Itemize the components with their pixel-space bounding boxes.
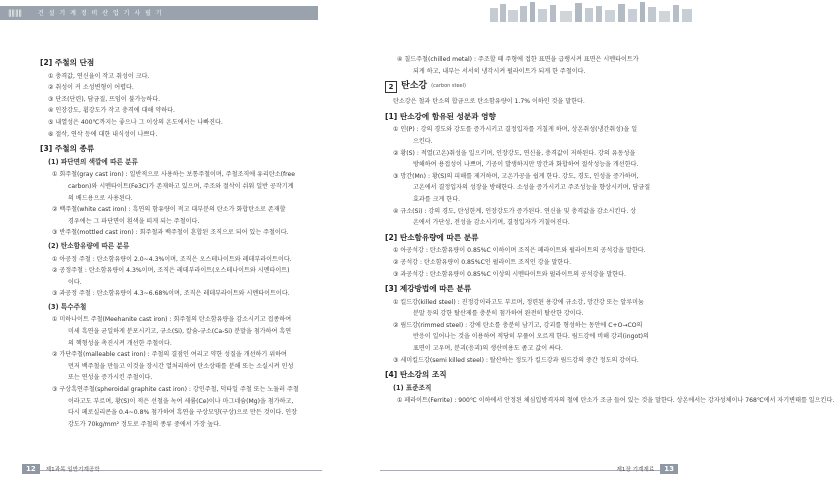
text-line: ③ 구상흑연주철(spheroidal graphite cast iron) : 강인주철, 덕타일 주철 또는 노듈러 주철 [52, 386, 299, 394]
text-line: [3] 제강방법에 따른 분류 [385, 284, 472, 294]
text-line: ① 충격값, 연신율이 작고 취성이 크다. [48, 72, 150, 80]
text-line: 온에서 가단성, 전성을 감소시키며, 결정입자가 거칠어진다. [413, 219, 570, 227]
text-line: ③ 단조(단련), 담금질, 뜨임이 불가능하다. [48, 95, 161, 103]
text-line: (1) 파단면의 색깔에 따른 분류 [48, 157, 138, 166]
text-line: [3] 주철의 종류 [40, 144, 95, 154]
text-line: 고온에서 결정입자의 성장을 방해한다. 소성을 증가시키고 주조성능을 향상시키며, 담금질 [413, 184, 651, 192]
text-line: ② 림드강(rimmed steel) : 강에 탄소를 충분히 남기고, 강괴를 형성하는 동안에 C+O→CO의 [393, 321, 643, 329]
text-line: 의 핵형성을 촉진시켜 개선한 주철이다. [68, 339, 172, 347]
text-line: ① 킬드강(killed steel) : 진정강이라고도 부르며, 정련된 용강에 규소강, 망간강 또는 알루미늄 [393, 298, 644, 306]
text-line: ⑤ 내열성은 400℃까지는 좋으나 그 이상의 온도에서는 나빠진다. [48, 118, 223, 126]
text-line: ② 가단주철(malleable cast iron) : 주철의 결점인 여리고 약한 성질을 개선하기 위하여 [52, 351, 287, 359]
text-line: ③ 과공정 주철 : 탄소함유량이 4.3~6.68%이며, 조직은 레데부라이트와 시멘타이트이다. [52, 290, 290, 298]
text-line: [2] 탄소함유량에 따른 분류 [385, 232, 479, 242]
text-line: 경우에는 그 파단면이 흰색을 띠게 되는 주철이다. [68, 217, 200, 225]
text-line: ④ 칠드주철(chilled metal) : 주조할 때 주형에 접한 표면을 급랭시켜 표면은 시멘타이트가 [397, 56, 639, 63]
text-line: ② 백주철(white cast iron) : 흑연의 함유량이 적고 대부분의 탄소가 화합탄소로 존재할 [52, 206, 286, 214]
section-title-english: (carbon steel) [431, 83, 466, 90]
text-line: 강도가 70kg/mm² 정도로 주철의 종류 중에서 가장 높다. [68, 420, 221, 428]
text-line: 미세 흑연을 균일하게 분포시키고, 규소(Si), 칼슘-규소(Ca-Si) 분말을 첨가하여 흑연 [68, 328, 292, 336]
text-line: ③ 반주철(mottled cast iron) : 회주철과 백주철이 혼합된 조직으로 되어 있는 주철이다. [52, 229, 289, 237]
text-line: 의 베드용으로 사용된다. [68, 194, 133, 202]
text-line: ⑥ 절삭, 연삭 등에 대한 내식성이 나쁘다. [48, 130, 158, 138]
text-line: 다시 페로실리콘을 0.4~0.8% 첨가하여 흑연을 구상모양(구상)으로 만든 것이다. 인장 [68, 409, 298, 417]
text-line: ④ 규소(Si) : 강의 경도, 탄성한계, 인장강도가 증가된다. 연신율 및 충격값을 감소시킨다. 상 [393, 207, 637, 215]
text-line: ③ 망간(Mn) : 황(S)의 피해를 제거하며, 고온가공을 쉽게 한다. 강도, 경도, 인성을 증가하며, [393, 172, 639, 180]
text-line: ① 회주철(gray cast iron) : 일반적으로 사용하는 보통주철이며, 주철조직에 유리탄소(free [52, 171, 295, 179]
text-line: 탄소강은 철과 탄소의 합금으로 탄소함유량이 1.7% 이하인 것을 말한다. [393, 98, 585, 106]
footer-left-chapter: 제1과목 일반기계공학 [45, 467, 100, 473]
city-skyline-illustration [480, 0, 700, 22]
text-line: [2] 주철의 단점 [40, 58, 95, 67]
text-line: 되게 하고, 내부는 서서히 냉각시켜 펄라이트가 되게 한 주철이다. [413, 67, 586, 75]
footer-right [380, 462, 678, 476]
text-line: ① 아공정 주철 : 탄소함유량이 2.0~4.3%이며, 조직은 오스테나이트와 레데부라이트이다. [52, 255, 292, 263]
text-line: ① 페라이트(Ferrite) : 900℃ 이하에서 안정된 체심입방격자의 철에 탄소가 조금 들어 있는 것을 말한다. 상온에서는 강자성체이나 768℃에서 자기변태를 일으킨다. [397, 397, 834, 405]
text-line: 으킨다. [413, 137, 433, 145]
left-column [40, 54, 340, 430]
header-title: 건 설 기 계 정 비 산 업 기 사 필 기 [38, 10, 164, 17]
text-line: ② 황(S) : 적열(고온)취성을 일으키며, 인장강도, 연신율, 충격값이 저하된다. 강의 유동성을 [393, 149, 636, 157]
text-line: ③ 세미킬드강(semi killed steel) : 탈산하는 정도가 킬드강과 림드강의 중간 정도의 강이다. [393, 356, 639, 364]
text-line: ② 공정주철 : 탄소함유량이 4.3%이며, 조직은 레데부라이트(오스테나이트와 시멘타이트) [52, 267, 290, 275]
header-bars: ‖‖‖‖ [8, 9, 22, 17]
footer-right-chapter: 제1장 기계재료 [616, 467, 655, 473]
text-line: (2) 탄소함유량에 따른 분류 [48, 241, 130, 250]
text-line: ③ 과공석강 : 탄소함유량이 0.85%C 이상의 시멘타이트와 펄라이트의 공석강을 말한다. [393, 270, 626, 278]
text-line: [4] 탄소강의 조직 [385, 370, 447, 380]
footer-left [22, 462, 322, 476]
section-heading-carbon-steel [385, 81, 685, 93]
text-line: 효과를 크게 한다. [413, 195, 461, 203]
text-line: (3) 특수주철 [48, 302, 87, 311]
text-line: 이라고도 부르며, 황(S)이 적은 선철을 녹여 세륨(Ce)이나 마그네슘(Mg)을 첨가하고, [68, 397, 294, 405]
text-line: ② 취성이 커 소성변형이 어렵다. [48, 84, 134, 92]
text-line: ① 아공석강 : 탄소함유량이 0.85%C 이하이며 조직은 페라이트와 펄라이트의 공석강을 말한다. [393, 247, 646, 255]
section-number-box: 2 [385, 81, 397, 93]
page-number-right: 13 [660, 464, 678, 474]
text-line: 먼저 백주철을 만들고 이것을 장시간 열처리하여 탄소상태를 분해 또는 소실시켜 인성 [68, 362, 294, 370]
text-line: 이다. [68, 278, 82, 286]
text-line: 분말 등의 강한 탈산제를 충분히 첨가하여 완전히 탈산한 강이다. [413, 310, 584, 318]
right-column [385, 54, 834, 407]
section-title: 탄소강 [401, 81, 428, 92]
text-line: 반응이 일어나는 것을 이용하여 적당히 부풀어 오르게 한다. 림드강에 비해 강괴(ingot)의 [413, 333, 649, 341]
text-line: ② 공석강 : 탄소함유량이 0.85%C인 펄라이트 조직인 강을 말한다. [393, 258, 572, 266]
text-line: carbon)와 시멘타이트(Fe3C)가 존재하고 있으며, 주조와 절삭이 쉬워 일반 공작기계 [68, 182, 294, 190]
running-header [0, 0, 700, 22]
text-line: [1] 탄소강에 함유된 성분과 영향 [385, 111, 496, 121]
text-line: 표면이 고우며, 분괴(응괴)의 생산비용도 좀고 값이 싸다. [413, 345, 563, 353]
text-line: 또는 연성을 증가시킨 주철이다. [68, 374, 153, 382]
page-number-left: 12 [22, 464, 40, 474]
text-line: 방해하여 용접성이 나쁘며, 기공이 발생하지만 망간과 화합하여 절삭성능을 개선한다. [413, 161, 639, 169]
text-line: ① 인(P) : 강의 경도와 강도를 증가시키고 결정입자를 거칠게 하며, 상온취성(냉간취성)을 일 [393, 126, 638, 134]
text-line: ④ 인장강도, 휨강도가 작고 충격에 대해 약하다. [48, 107, 175, 115]
text-line: ① 미하나이트 주철(Meehanite cast iron) : 회주철의 탄소함유량을 감소시키고 접종하여 [52, 316, 292, 324]
text-line: (1) 표준조직 [393, 383, 432, 392]
